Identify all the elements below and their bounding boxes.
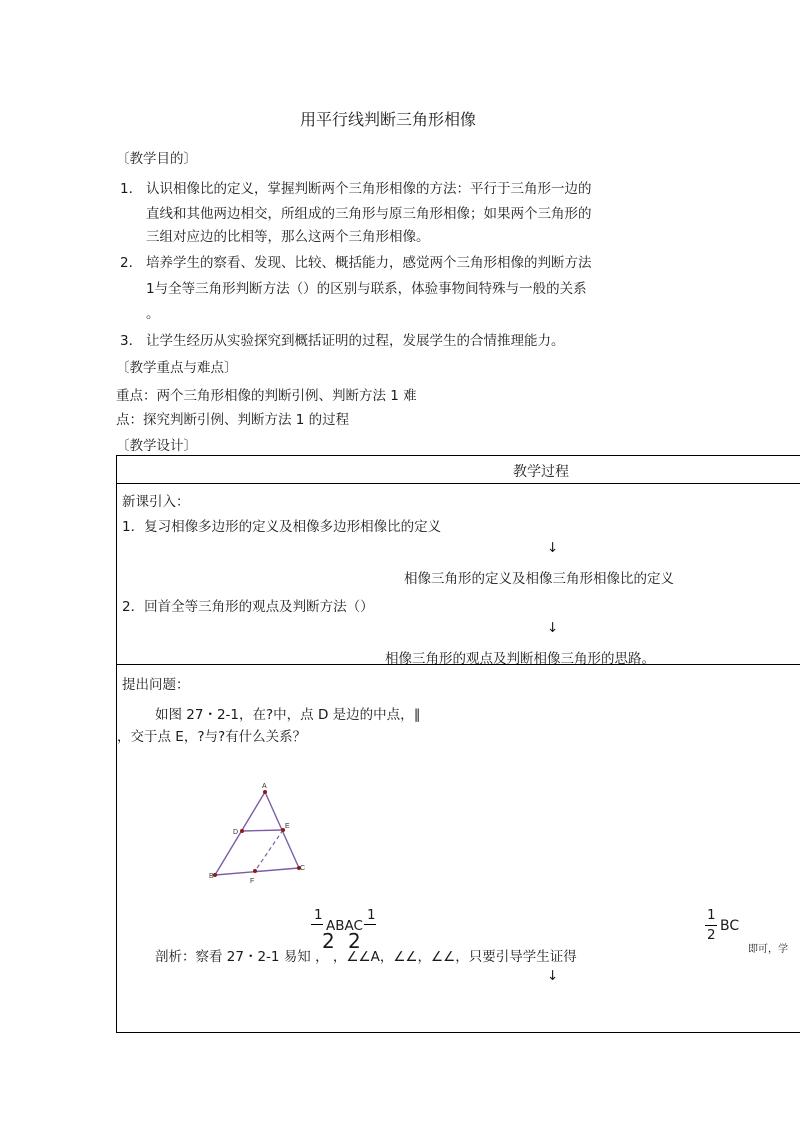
goal-number-1: 1．: [120, 181, 143, 197]
table-header-label: 教学过程: [513, 464, 569, 480]
goal-2-line-2: 1与全等三角形判断方法（）的区别与联系，体验事物间特殊与一般的关系: [146, 281, 587, 297]
frac2-text: BC: [720, 918, 740, 934]
intro-title: 新课引入：: [122, 494, 190, 510]
arrow-down-1: ↓: [547, 540, 559, 556]
intro-result-1: 相像三角形的定义及相像三角形相像比的定义: [404, 571, 674, 587]
point-d: [240, 829, 244, 833]
label-b: B: [209, 873, 214, 880]
goal-2-line-1: 培养学生的察看、发现、比较、概括能力，感觉两个三角形相像的判断方法: [146, 255, 592, 271]
frac1-bar: [311, 924, 323, 925]
intro-result-2: 相像三角形的观点及判断相像三角形的思路。: [385, 651, 655, 667]
point-a: [263, 790, 267, 794]
frac1-numerator: 1: [314, 907, 323, 923]
intro-item-2: 2．回首全等三角形的观点及判断方法（）: [122, 599, 374, 615]
frac1-denominator: 2: [322, 929, 335, 953]
analysis-line: 剖析：察看 27・2-1 易知 ， ，∠∠A，∠∠，∠∠，只要引导学生证得: [155, 949, 577, 965]
goal-1-line-2: 直线和其他两边相交，所组成的三角形与原三角形相像；如果两个三角形的: [146, 206, 592, 222]
point-f: [253, 869, 257, 873]
table-header-border: [116, 483, 800, 484]
page-title: 用平行线判断三角形相像: [300, 110, 477, 129]
goal-number-2: 2．: [120, 255, 143, 271]
label-a: A: [262, 783, 267, 790]
goal-number-3: 3．: [120, 333, 143, 349]
table-bottom-border: [116, 1032, 800, 1033]
key-line-1: 重点：两个三角形相像的判断引例、判断方法 1 难: [116, 388, 417, 404]
frac1-bar-2: [364, 924, 376, 925]
label-c: C: [300, 865, 306, 872]
question-line-1: 如图 27・2-1，在?中，点 D 是边的中点，∥: [155, 707, 421, 723]
table-top-border: [116, 455, 800, 456]
label-e: E: [285, 823, 290, 830]
right-small-note: 即可，学: [748, 944, 788, 955]
frac1-text: ABAC: [326, 918, 363, 934]
arrow-down-3: ↓: [547, 968, 559, 984]
frac2-denominator: 2: [707, 927, 716, 943]
label-d: D: [233, 829, 239, 836]
frac1-numerator-2: 1: [367, 907, 376, 923]
goal-1-line-3: 三组对应边的比相等，那么这两个三角形相像。: [146, 229, 430, 245]
section-key-heading: 〔教学重点与难点〕: [116, 360, 238, 376]
arrow-down-2: ↓: [547, 620, 559, 636]
question-title: 提出问题：: [122, 677, 190, 693]
section-goal-heading: 〔教学目的〕: [116, 151, 197, 167]
triangle-figure: [200, 775, 320, 885]
question-line-2: ，交于点 E，?与?有什么关系？: [117, 729, 307, 745]
frac2-bar: [705, 925, 717, 926]
frac1-denominator-2: 2: [348, 929, 361, 953]
label-f: F: [250, 878, 255, 885]
goal-3-line-1: 让学生经历从实验探究到概括证明的过程，发展学生的合情推理能力。: [146, 333, 565, 349]
key-line-2: 点：探究判断引例、判断方法 1 的过程: [116, 412, 350, 428]
goal-1-line-1: 认识相像比的定义，掌握判断两个三角形相像的方法：平行于三角形一边的: [146, 181, 592, 197]
frac2-numerator: 1: [707, 907, 716, 923]
section-design-heading: 〔教学设计〕: [116, 438, 197, 454]
goal-2-line-3: 。: [146, 306, 160, 322]
intro-item-1: 1．复习相像多边形的定义及相像多边形相像比的定义: [122, 519, 442, 535]
